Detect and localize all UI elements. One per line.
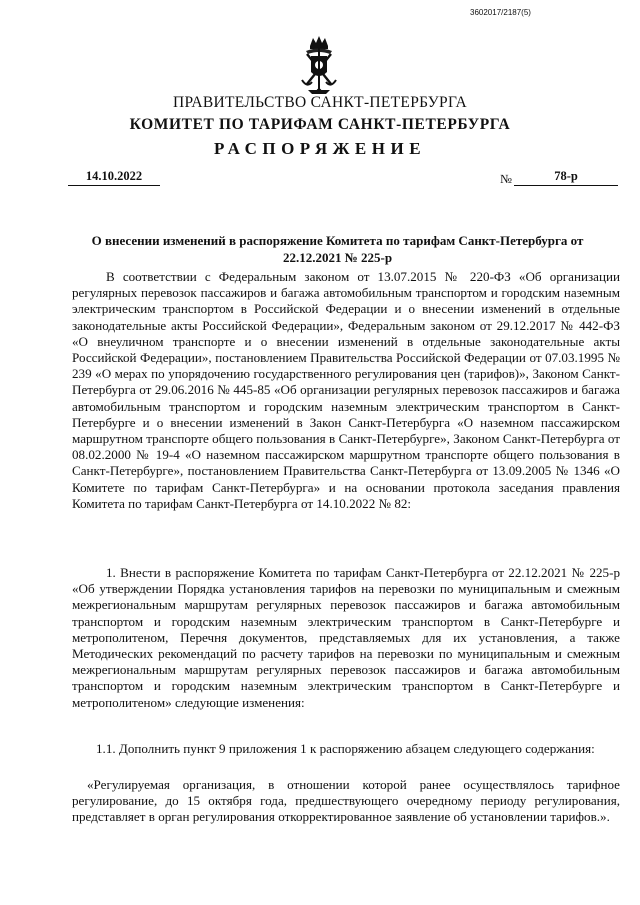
quoted-amendment-paragraph: «Регулируемая организация, в отношении которой ранее осуществлялось тарифное регулирование, до 15 октября года, предшествующего очередному периоду регулирования, представляет в орган регулирования откорректированное заявление об установлении тарифов.». [72, 777, 620, 825]
document-title: О внесении изменений в распоряжение Комитета по тарифам Санкт-Петербурга от 22.12.2021 № 225-р [91, 233, 584, 265]
number-sign: № [500, 172, 512, 186]
committee-heading: КОМИТЕТ ПО ТАРИФАМ САНКТ-ПЕТЕРБУРГА [129, 116, 511, 133]
clause-1-1-paragraph: 1.1. Дополнить пункт 9 приложения 1 к распоряжению абзацем следующего содержания: [96, 741, 595, 756]
preamble-paragraph: В соответствии с Федеральным законом от 13.07.2015 № 220-ФЗ «Об организации регулярных перевозок пассажиров и багажа автомобильным транспортом и городским наземным электрическим транспортом в Российской Федерации и о внесении изменений в отдельные законодательные акты Российской Федерации», Федеральным законом от 29.12.2017 № 442-ФЗ «О внеуличном транспорте и о внесении изменений в отдельные законодательные акты Российской Федерации», постановлением Правительства Российской Федерации от 07.03.1995 № 239 «О мерах по упорядочению государственного регулирования цен (тарифов)», Законом Санкт-Петербурга от 29.06.2016 № 445-85 «Об организации регулярных перевозок пассажиров и багажа автомобильным транспортом и городским наземным электрическим транспортом в Санкт-Петербурге и о внесении изменений в Закон Санкт-Петербурга «О наземном пассажирском маршрутном транспорте общего пользования в Санкт-Петербурге», Законом Санкт-Петербурга от 08.02.2000 № 19-4 «О наземном пассажирском маршрутном транспорте общего пользования в Санкт-Петербурге», постановлением Правительства Санкт-Петербурга от 13.09.2005 № 1346 «О Комитете по тарифам Санкт-Петербурга» и на основании протокола заседания правления Комитета по тарифам Санкт-Петербурга от 14.10.2022 № 82: [72, 269, 620, 511]
order-number: 78-р [514, 168, 618, 186]
order-date: 14.10.2022 [68, 168, 160, 186]
government-heading: ПРАВИТЕЛЬСТВО САНКТ-ПЕТЕРБУРГА [172, 94, 468, 111]
document-registration-number: 3602017/2187(5) [470, 8, 531, 17]
document-type-heading: РАСПОРЯЖЕНИЕ [213, 139, 427, 158]
clause-1-paragraph: 1. Внести в распоряжение Комитета по тарифам Санкт-Петербурга от 22.12.2021 № 225-р «Об утверждении Порядка установления тарифов на перевозки по муниципальным и смежным межрегиональным маршрутам регулярных перевозок пассажиров и багажа автомобильным транспортом и городским наземным электрическим транспортом в Санкт-Петербурге и метрополитеном, Перечня документов, представляемых для их установления, а также Методических рекомендаций по расчету тарифов на перевозки по муниципальным и смежным межрегиональным маршрутам регулярных перевозок пассажиров и багажа автомобильным транспортом и городским наземным электрическим транспортом в Санкт-Петербурге и метрополитеном» следующие изменения: [72, 565, 620, 710]
saint-petersburg-coat-of-arms-icon [296, 34, 342, 96]
